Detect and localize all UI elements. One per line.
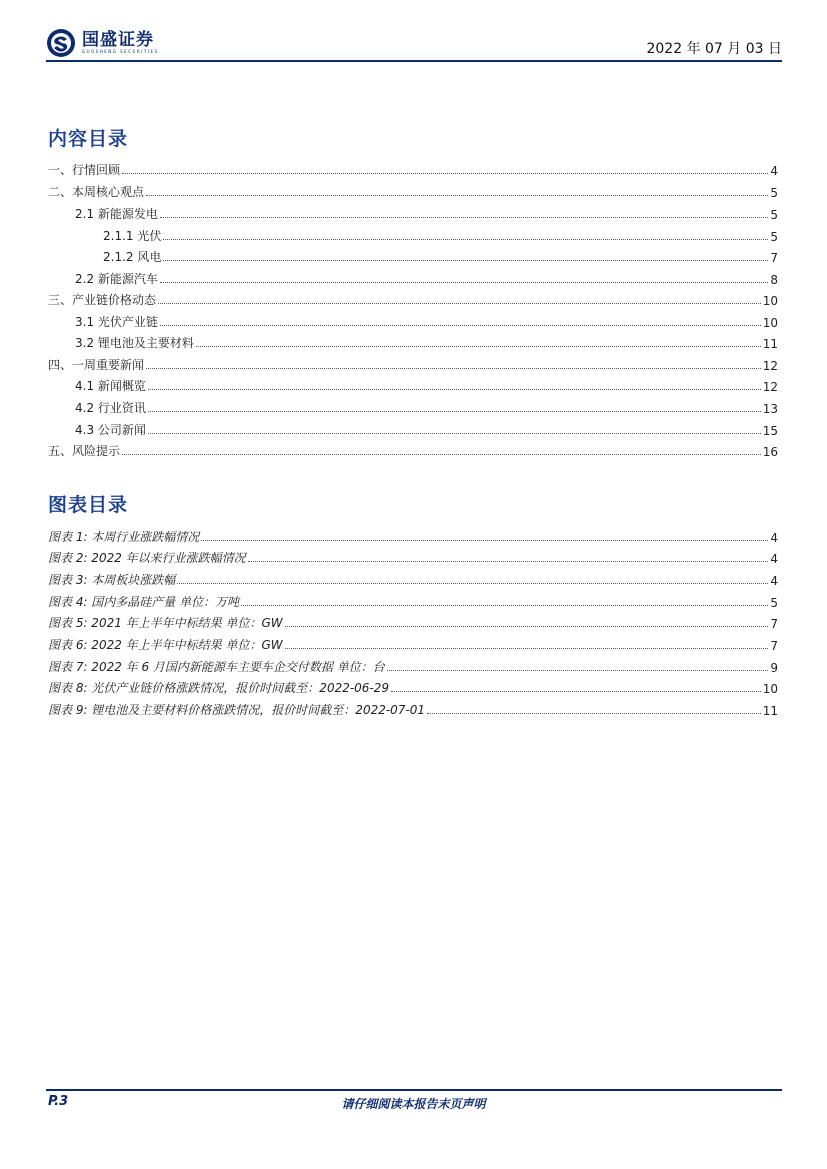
toc-entry[interactable] xyxy=(48,160,778,178)
leader-dots xyxy=(148,411,761,412)
leader-dots xyxy=(391,691,761,692)
toc-entry-label: 2.1 新能源发电 xyxy=(75,207,158,221)
guosheng-logo-icon xyxy=(46,28,76,58)
toc-entry-page: 11 xyxy=(762,337,778,351)
toc-entry-label: 四、一周重要新闻 xyxy=(48,358,145,372)
figures-title: 图表目录 xyxy=(48,494,129,516)
toc-entry-label: 2.1.1 光伏 xyxy=(103,229,162,243)
footer-divider xyxy=(46,1089,782,1091)
toc-entry-label: 4.1 新闻概览 xyxy=(75,379,146,393)
toc-entry[interactable] xyxy=(48,441,778,459)
leader-dots xyxy=(160,325,761,326)
header-divider xyxy=(46,60,782,62)
page-header xyxy=(46,24,782,64)
toc-entry-label: 2.2 新能源汽车 xyxy=(75,272,158,286)
figure-entry-page: 7 xyxy=(770,617,778,631)
report-date: 2022 年 07 月 03 日 xyxy=(646,41,782,57)
leader-dots xyxy=(148,433,761,434)
figure-entry-page: 7 xyxy=(770,639,778,653)
toc-entry-label: 2.1.2 风电 xyxy=(103,250,162,264)
toc-entry[interactable] xyxy=(48,290,778,308)
leader-dots xyxy=(427,713,761,714)
figure-entry-label: 图表 4: 国内多晶硅产量 单位：万吨 xyxy=(48,595,240,609)
toc-entry-label: 一、行情回顾 xyxy=(48,163,121,177)
toc-entry-page: 5 xyxy=(770,186,778,200)
figure-entry-label: 图表 9: 锂电池及主要材料价格涨跌情况，报价时间截至：2022-07-01 xyxy=(48,703,426,717)
leader-dots xyxy=(248,561,769,562)
figure-entry[interactable] xyxy=(48,678,778,696)
leader-dots xyxy=(201,540,768,541)
toc-entry-label: 二、本周核心观点 xyxy=(48,185,145,199)
figure-entry-page: 4 xyxy=(770,552,778,566)
toc-entry[interactable] xyxy=(48,355,778,373)
toc-entry[interactable] xyxy=(48,312,778,330)
toc-entry-label: 4.3 公司新闻 xyxy=(75,423,146,437)
leader-dots xyxy=(163,239,768,240)
toc-entry[interactable] xyxy=(48,182,778,200)
toc-entry[interactable] xyxy=(48,398,778,416)
leader-dots xyxy=(146,195,768,196)
leader-dots xyxy=(285,626,769,627)
toc-entry-page: 15 xyxy=(762,424,778,438)
leader-dots xyxy=(122,173,768,174)
toc-entry[interactable] xyxy=(48,204,778,222)
figure-entry[interactable] xyxy=(48,700,778,718)
figure-entry-label: 图表 7: 2022 年 6 月国内新能源车主要车企交付数据 单位：台 xyxy=(48,660,385,674)
footer-disclaimer: 请仔细阅读本报告末页声明 xyxy=(341,1097,486,1111)
page-number: P.3 xyxy=(48,1094,69,1109)
figure-entry[interactable] xyxy=(48,635,778,653)
figure-entry-page: 9 xyxy=(770,661,778,675)
leader-dots xyxy=(163,260,768,261)
toc-title: 内容目录 xyxy=(48,128,129,150)
company-logo xyxy=(46,28,159,58)
figure-entry[interactable] xyxy=(48,592,778,610)
toc-entry-label: 3.1 光伏产业链 xyxy=(75,315,158,329)
figure-entry-label: 图表 3: 本周板块涨跌幅 xyxy=(48,573,176,587)
leader-dots xyxy=(196,346,761,347)
toc-entry-page: 10 xyxy=(762,294,778,308)
toc-entry-page: 5 xyxy=(770,230,778,244)
leader-dots xyxy=(160,282,768,283)
logo-english-name: GUOSHENG SECURITIES xyxy=(82,49,159,54)
toc-entry[interactable] xyxy=(48,226,778,244)
toc-entry[interactable] xyxy=(48,376,778,394)
toc-entry-page: 13 xyxy=(762,402,778,416)
figure-entry-page: 10 xyxy=(762,682,778,696)
toc-entry-page: 12 xyxy=(762,359,778,373)
toc-entry-label: 3.2 锂电池及主要材料 xyxy=(75,336,194,350)
figure-entry-label: 图表 5: 2021 年上半年中标结果 单位：GW xyxy=(48,616,283,630)
leader-dots xyxy=(241,605,768,606)
figure-entry-page: 5 xyxy=(770,596,778,610)
figure-entry[interactable] xyxy=(48,657,778,675)
figure-entry[interactable] xyxy=(48,527,778,545)
toc-entry-page: 12 xyxy=(762,380,778,394)
leader-dots xyxy=(160,217,768,218)
leader-dots xyxy=(285,648,769,649)
leader-dots xyxy=(387,670,769,671)
toc-entry[interactable] xyxy=(48,333,778,351)
figure-entry-page: 4 xyxy=(770,574,778,588)
toc-entry-page: 4 xyxy=(770,164,778,178)
figure-entry-label: 图表 2: 2022 年以来行业涨跌幅情况 xyxy=(48,551,246,565)
toc-entry-label: 4.2 行业资讯 xyxy=(75,401,146,415)
toc-entry-label: 五、风险提示 xyxy=(48,444,121,458)
toc-entry[interactable] xyxy=(48,247,778,265)
leader-dots xyxy=(122,454,761,455)
leader-dots xyxy=(177,583,768,584)
figure-entry-label: 图表 6: 2022 年上半年中标结果 单位：GW xyxy=(48,638,283,652)
logo-chinese-name: 国盛证券 xyxy=(82,30,154,50)
leader-dots xyxy=(158,303,761,304)
figure-entry[interactable] xyxy=(48,613,778,631)
toc-entry-page: 16 xyxy=(762,445,778,459)
figure-entry-label: 图表 8: 光伏产业链价格涨跌情况，报价时间截至：2022-06-29 xyxy=(48,681,390,695)
figure-entry-page: 11 xyxy=(762,704,778,718)
figure-entry-label: 图表 1: 本周行业涨跌幅情况 xyxy=(48,530,200,544)
toc-entry-page: 7 xyxy=(770,251,778,265)
figure-entry[interactable] xyxy=(48,548,778,566)
figure-entry-page: 4 xyxy=(770,531,778,545)
figure-entry[interactable] xyxy=(48,570,778,588)
toc-entry-label: 三、产业链价格动态 xyxy=(48,293,157,307)
toc-entry-page: 5 xyxy=(770,208,778,222)
toc-entry-page: 10 xyxy=(762,316,778,330)
toc-entry[interactable] xyxy=(48,269,778,287)
toc-entry-page: 8 xyxy=(770,273,778,287)
leader-dots xyxy=(148,389,761,390)
toc-entry[interactable] xyxy=(48,420,778,438)
leader-dots xyxy=(146,368,761,369)
